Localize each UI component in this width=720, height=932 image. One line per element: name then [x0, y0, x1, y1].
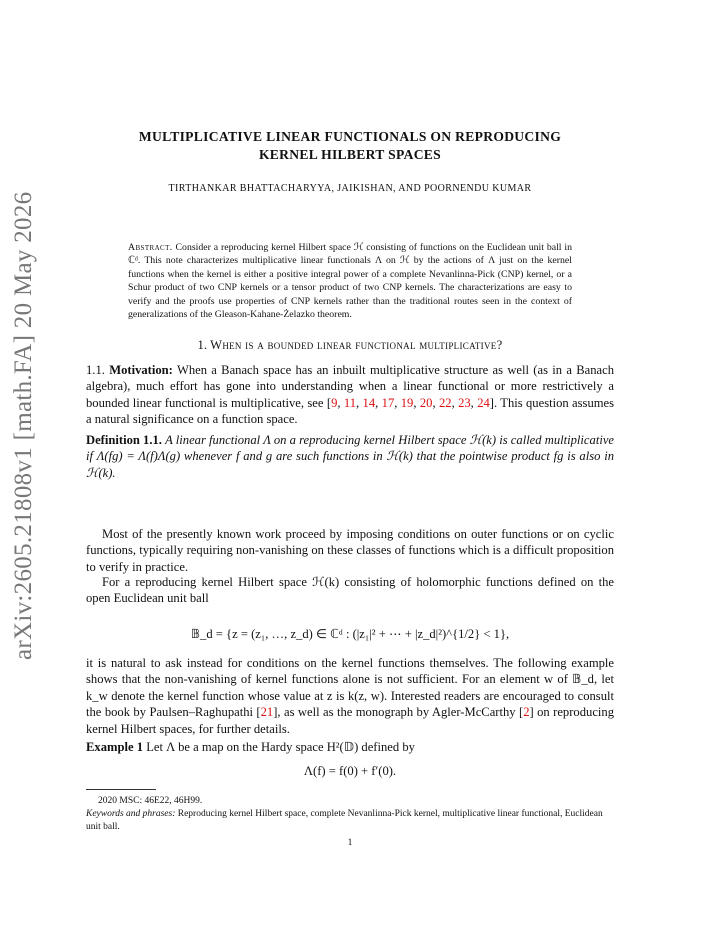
equation-unit-ball: 𝔹_d = {z = (z₁, …, z_d) ∈ ℂᵈ : (|z₁|² + ⋯ + |z_d|²)^{1/2} < 1},: [190, 627, 510, 641]
citation-link[interactable]: 11: [343, 395, 357, 410]
motivation-text-before: When a Banach space has an inbuilt multiplicative structure as well (as in a Banach algebra), much effort has gone into understanding when a linear functional or more restrictively a bounded linear functional is multiplicative, see [: [86, 363, 615, 410]
paragraph-text-b: ], as well as the monograph by Agler-McCarthy [: [273, 705, 524, 720]
footnote-msc: [86, 795, 614, 808]
equation-example: Λ(f) = f(0) + f′(0).: [303, 764, 397, 778]
paragraph-kernel-functions: [86, 655, 614, 737]
citation-link[interactable]: 2: [523, 705, 530, 720]
definition-block: [86, 432, 614, 481]
page-number: 1: [347, 838, 353, 848]
paragraph-text: Most of the presently known work proceed by imposing conditions on outer functions or on cyclic functions, typically requiring non-vanishing on these classes of functions which is a difficult proposition to verify in practice.: [86, 527, 614, 574]
citation-link[interactable]: 21: [260, 705, 274, 720]
author-list: TIRTHANKAR BHATTACHARYYA, JAIKISHAN, AND POORNENDU KUMAR: [168, 183, 532, 194]
citation-link[interactable]: 20: [419, 395, 433, 410]
footnote-divider: [86, 789, 156, 790]
citation-link[interactable]: 22: [438, 395, 452, 410]
title-line-1: MULTIPLICATIVE LINEAR FUNCTIONALS ON REPRODUCING: [138, 129, 562, 144]
example-text: Let Λ be a map on the Hardy space H²(𝔻) defined by: [146, 740, 415, 754]
paragraph-text: For a reproducing kernel Hilbert space ℋ(k) consisting of holomorphic functions defined on the open Euclidean unit ball: [86, 575, 614, 606]
abstract-text: Consider a reproducing kernel Hilbert space ℋ consisting of functions on the Euclidean unit ball in ℂᵈ. This note characterizes multiplicative linear functionals Λ on ℋ by the actions of Λ just on the kernel functions when the kernel is either a positive integral power of a complete Nevanlinna-Pick (CNP) kernel, or a Schur product of two CNP kernels or a tensor product of two CNP kernels. The characterizations are easy to verify and the proofs use properties of CNP kernels rather than the traditional routes seen in the context of generalizations of the Gleason-Kahane-Żelazko theorem.: [128, 242, 572, 321]
motivation-text-after: ]. This question assumes a natural significance on a function space.: [86, 395, 615, 427]
keywords-text: Reproducing kernel Hilbert space, complete Nevanlinna-Pick kernel, multiplicative linear functional, Euclidean unit ball.: [86, 809, 603, 832]
citation-link[interactable]: 23: [458, 395, 471, 410]
subsection-number: 1.1.: [86, 363, 105, 377]
arxiv-identifier-stamp[interactable]: arXiv:2605.21808v1 [math.FA] 20 May 2026: [10, 191, 37, 660]
paragraph-text-a: it is natural to ask instead for conditions on the kernel functions themselves. The following example shows that the non-vanishing of kernel functions alone is not sufficient. For an element w of 𝔹_d, let k_w denote the kernel function whose value at z is k(z, w). Interested readers are encouraged to consult the book by Paulsen–Raghupathi [: [86, 656, 614, 720]
definition-text: A linear functional Λ on a reproducing kernel Hilbert space ℋ(k) is called multiplicative if Λ(fg) = Λ(f)Λ(g) whenever f and g are such functions in ℋ(k) that the pointwise product fg is also in ℋ(k).: [86, 433, 614, 480]
citation-link[interactable]: 9: [331, 395, 338, 410]
subsection-heading: Motivation:: [109, 363, 173, 377]
example-block: [86, 739, 614, 755]
section-title: When is a bounded linear functional multiplicative?: [210, 338, 503, 352]
abstract-label: Abstract.: [128, 242, 173, 253]
title-line-2: KERNEL HILBERT SPACES: [258, 147, 442, 162]
msc-classification: 2020 MSC: 46E22, 46H99.: [98, 796, 203, 806]
citation-link[interactable]: 14: [362, 395, 376, 410]
definition-label: Definition 1.1.: [86, 433, 162, 447]
citation-link[interactable]: 17: [381, 395, 395, 410]
motivation-paragraph: 1.1. Motivation: When a Banach space has an inbuilt multiplicative structure as well (as in a Banach algebra), much effort has gone into understanding when a linear functional or more restrictively a bounded linear functional is multiplicative, see [9, 11, 14, 17, 19, 20, 22, 23, 24]. This question assumes a natural significance on a function space.: [86, 363, 615, 427]
citation-link[interactable]: 24: [477, 395, 490, 410]
paper-title: [90, 128, 610, 164]
abstract: [128, 241, 572, 321]
paragraph-text-c: ] on reproducing kernel Hilbert spaces, for further details.: [86, 705, 614, 736]
section-number: 1.: [197, 338, 207, 352]
keywords-label: Keywords and phrases:: [86, 809, 176, 819]
paragraph-outer-functions: [86, 526, 614, 575]
footnote-keywords: [86, 808, 614, 833]
paragraph-rkhs-ball: [86, 574, 614, 607]
citation-link[interactable]: 19: [400, 395, 414, 410]
example-label: Example 1: [86, 740, 144, 754]
section-heading-1: [86, 338, 614, 353]
